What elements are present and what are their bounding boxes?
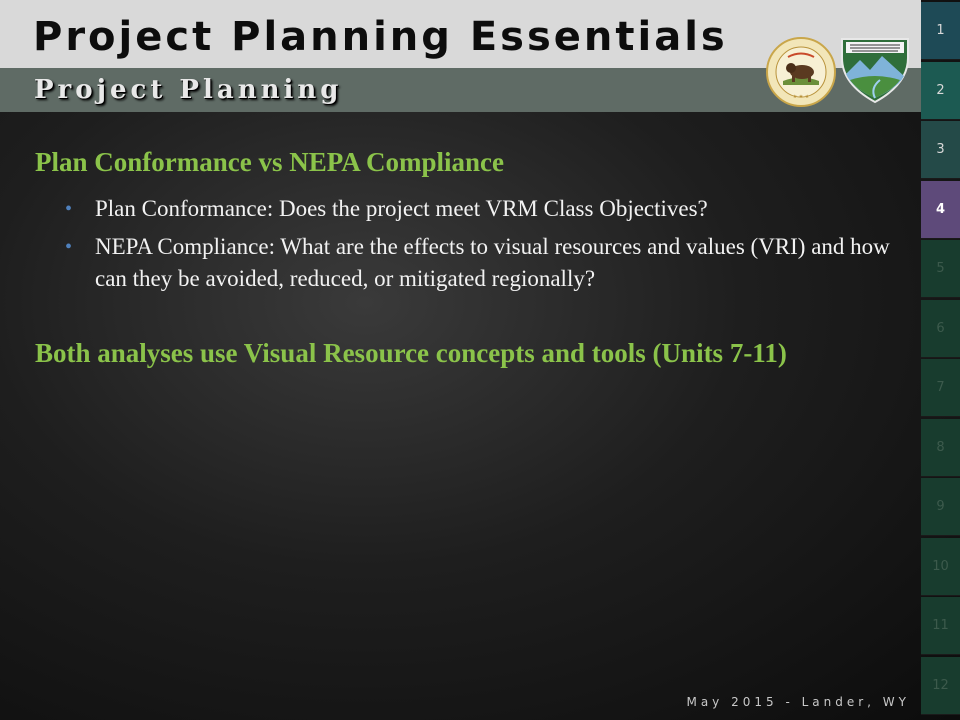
nav-item-7[interactable]: 7 <box>921 359 960 417</box>
nav-item-11[interactable]: 11 <box>921 597 960 655</box>
blm-logo <box>838 36 912 104</box>
svg-text:★ ★ ★: ★ ★ ★ <box>792 94 810 100</box>
summary-heading: Both analyses use Visual Resource concepts and tools (Units 7-11) <box>35 338 787 368</box>
list-item <box>35 231 895 295</box>
nav-item-8[interactable]: 8 <box>921 419 960 477</box>
nav-item-1[interactable]: 1 <box>921 2 960 60</box>
bullet-icon: • <box>65 236 73 258</box>
nav-item-3[interactable]: 3 <box>921 121 960 179</box>
doi-seal-logo <box>766 37 836 107</box>
list-item <box>35 193 895 225</box>
nav-item-6[interactable]: 6 <box>921 300 960 358</box>
section-heading: Plan Conformance vs NEPA Compliance <box>35 147 504 177</box>
nav-item-10[interactable]: 10 <box>921 538 960 596</box>
section-subtitle: Project Planning <box>34 75 343 105</box>
nav-item-12[interactable]: 12 <box>921 657 960 715</box>
nav-item-2[interactable]: 2 <box>921 62 960 120</box>
page-title: Project Planning Essentials <box>33 14 728 60</box>
bullet-text: Plan Conformance: Does the project meet VRM Class Objectives? <box>95 196 708 221</box>
slide-nav <box>921 0 960 720</box>
nav-item-4[interactable]: 4 <box>921 181 960 239</box>
bullet-icon: • <box>65 198 73 220</box>
bullet-text: NEPA Compliance: What are the effects to visual resources and values (VRI) and how can they be avoided, reduced, or mitigated regionally? <box>95 234 890 291</box>
bullet-list <box>35 193 895 295</box>
footer-text: May 2015 - Lander, WY <box>686 695 910 709</box>
nav-item-9[interactable]: 9 <box>921 478 960 536</box>
slide-content <box>35 145 895 371</box>
nav-item-5[interactable]: 5 <box>921 240 960 298</box>
